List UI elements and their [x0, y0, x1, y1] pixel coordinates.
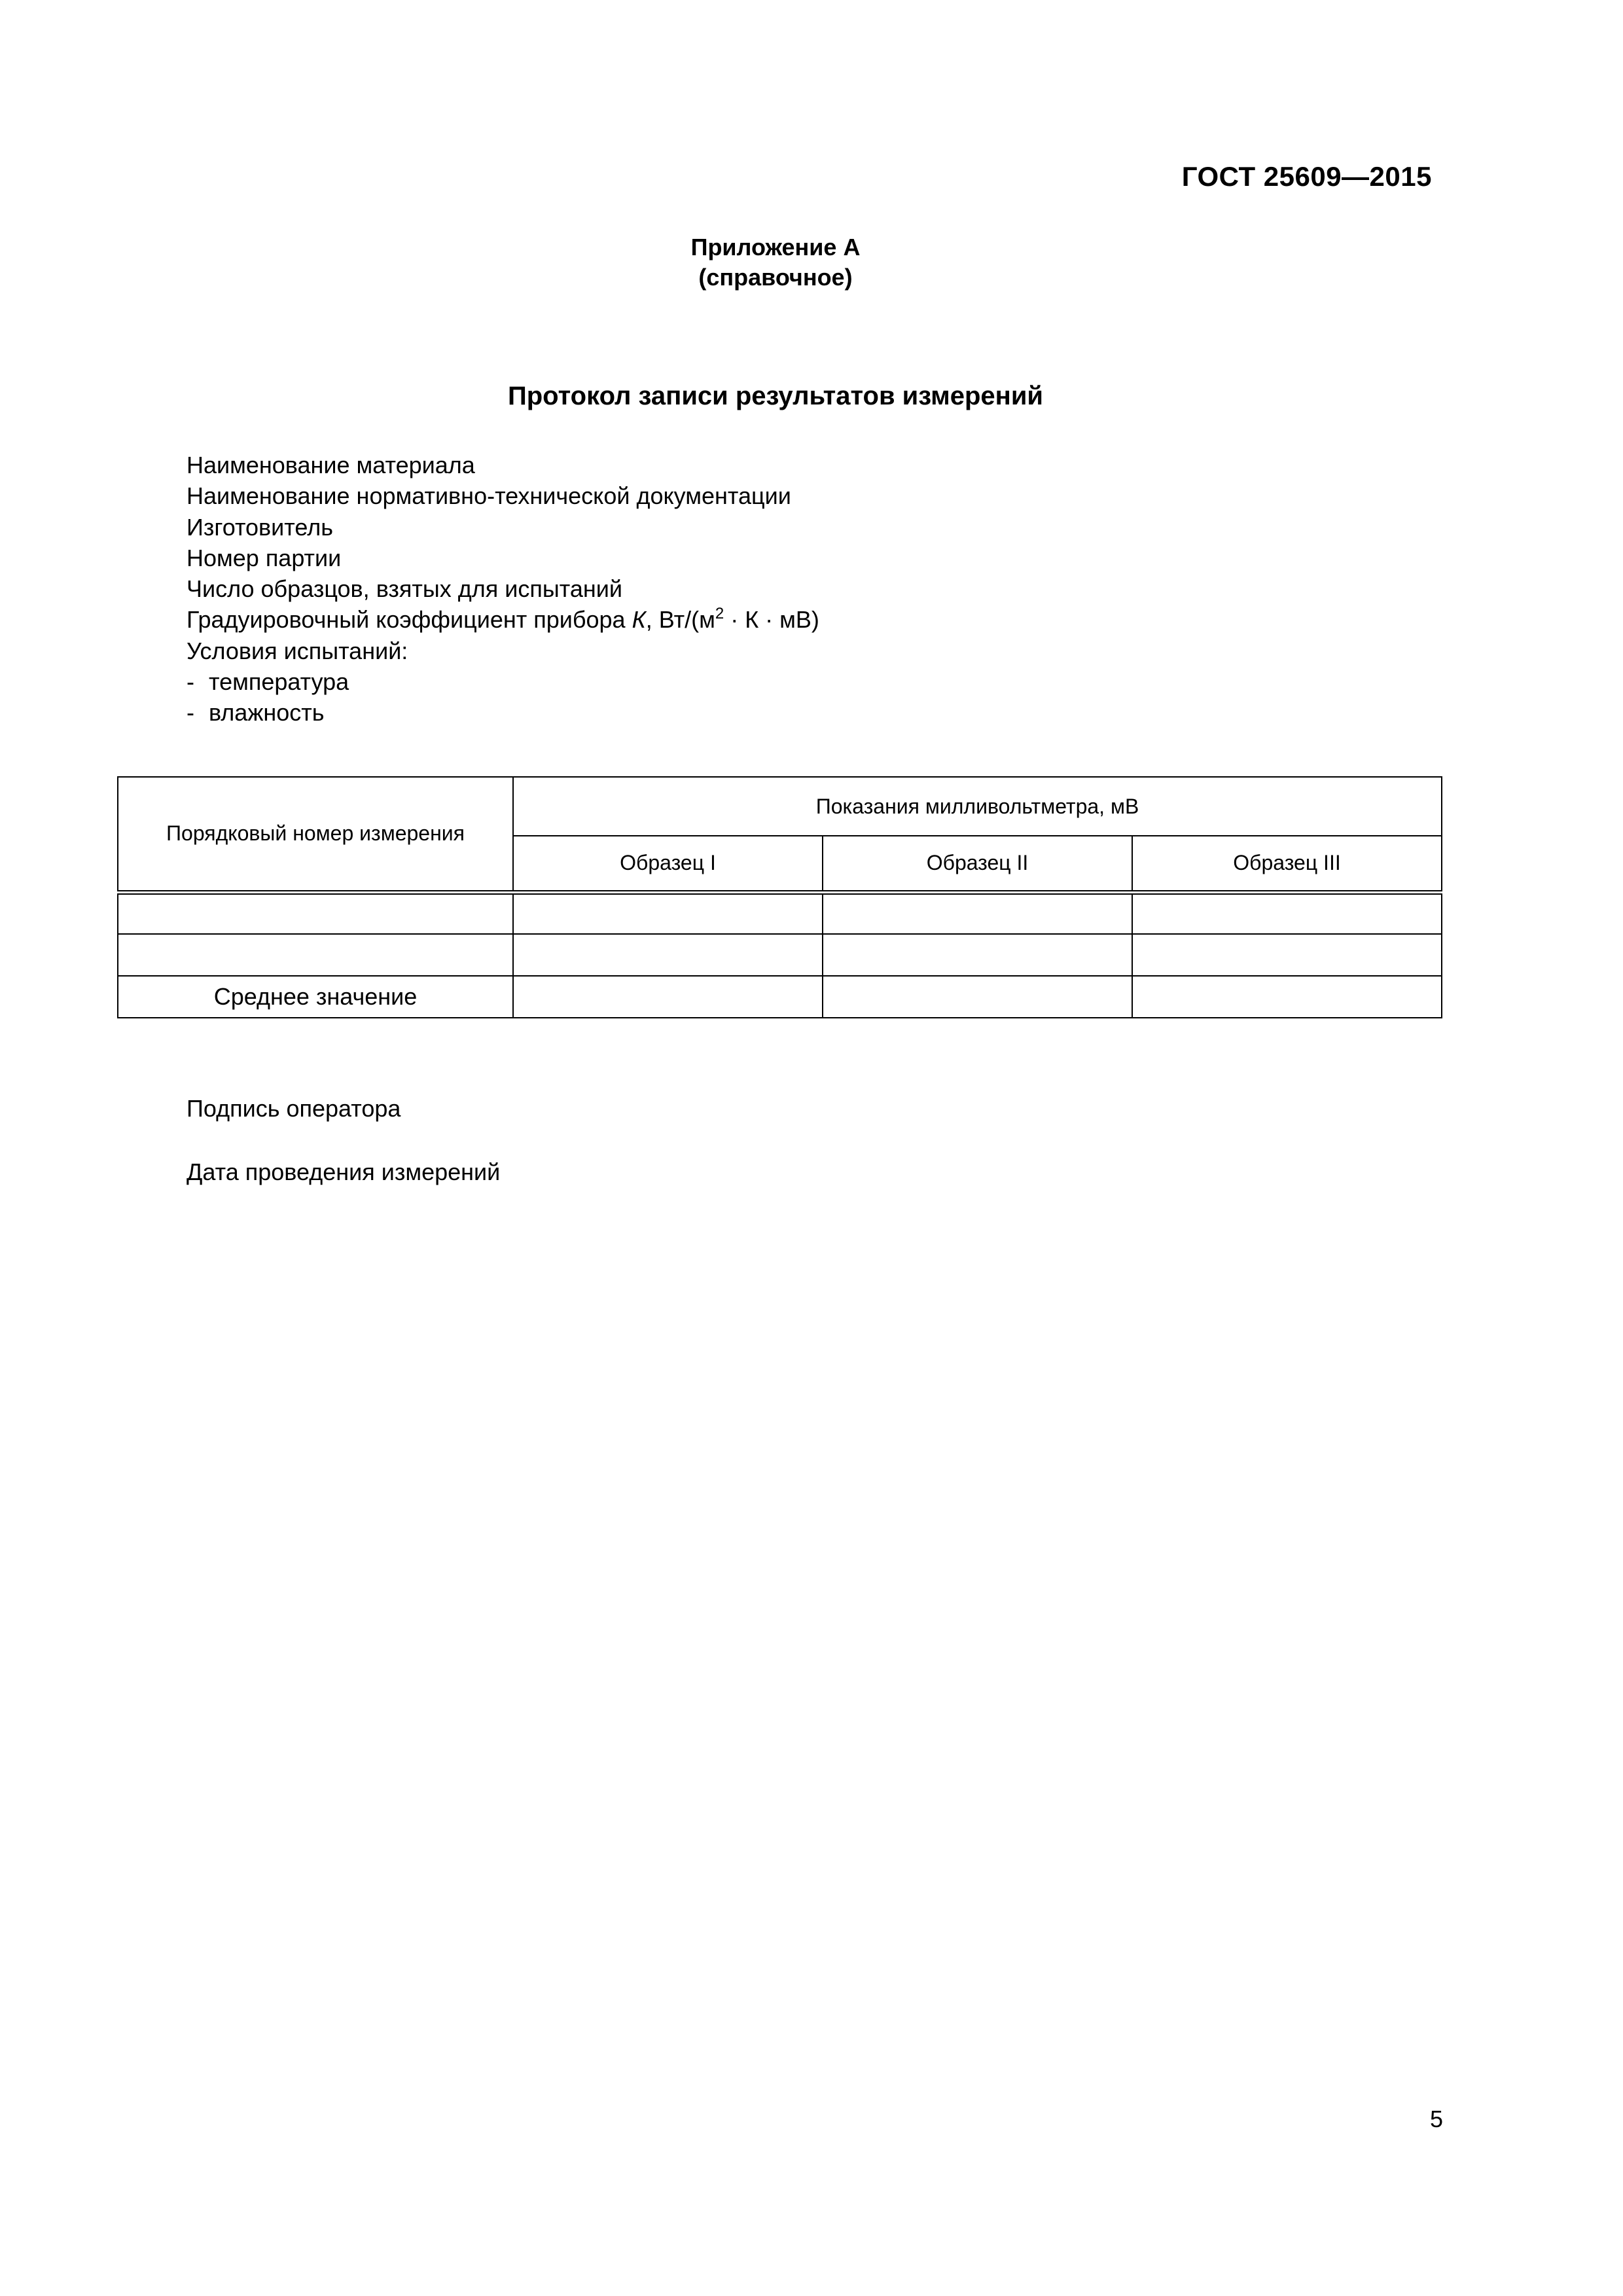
table-cell: [823, 976, 1132, 1018]
table-cell: [513, 892, 823, 934]
field-coefficient: [187, 604, 819, 635]
operator-signature-label: Подпись оператора: [187, 1095, 401, 1122]
temperature-label: температура: [209, 668, 349, 696]
field-humidity: [187, 697, 819, 728]
coefficient-unit-exponent: 2: [715, 605, 724, 623]
table-cell: [1132, 976, 1442, 1018]
field-documentation: Наименование нормативно-технической документации: [187, 482, 791, 510]
field-samples-count: Число образцов, взятых для испытаний: [187, 575, 622, 603]
header-measurement-number: Порядковый номер измерения: [118, 777, 513, 892]
table-cell: [823, 892, 1132, 934]
header-millivoltmeter-readings: Показания милливольтметра, мВ: [513, 777, 1442, 836]
table-cell: [513, 934, 823, 976]
header-sample-3: Образец III: [1132, 836, 1442, 892]
table-cell: [118, 934, 513, 976]
table-row: [118, 892, 1442, 934]
field-temperature: [187, 666, 819, 697]
header-sample-2: Образец II: [823, 836, 1132, 892]
annex-subtitle: (справочное): [698, 264, 853, 291]
protocol-title: Протокол записи результатов измерений: [507, 382, 1043, 410]
humidity-label: влажность: [209, 699, 325, 726]
table-cell: [513, 976, 823, 1018]
document-code: ГОСТ 25609—2015: [1181, 161, 1432, 192]
page-number: 5: [1429, 2106, 1443, 2132]
coefficient-symbol: К: [632, 606, 646, 634]
table-cell: [1132, 934, 1442, 976]
measurement-date-label: Дата проведения измерений: [187, 1158, 501, 1185]
average-label-cell: Среднее значение: [118, 976, 513, 1018]
header-sample-1: Образец I: [513, 836, 823, 892]
results-table: [117, 776, 1442, 1018]
field-manufacturer: Изготовитель: [187, 513, 333, 541]
field-batch: Номер партии: [187, 544, 342, 571]
list-dash: -: [187, 668, 194, 696]
table-row-average: [118, 976, 1442, 1018]
protocol-fields: [187, 450, 819, 728]
annex-title: Приложение А: [690, 234, 861, 260]
list-dash: -: [187, 699, 194, 726]
field-conditions: Условия испытаний:: [187, 637, 408, 664]
table-cell: [118, 892, 513, 934]
table-header-row: [118, 777, 1442, 836]
table-row: [118, 934, 1442, 976]
table-cell: [823, 934, 1132, 976]
field-material: Наименование материала: [187, 452, 475, 478]
coefficient-unit-start: , Вт/(м: [645, 606, 715, 634]
table-cell: [1132, 892, 1442, 934]
coefficient-unit-end: · К · мВ): [724, 606, 819, 634]
coefficient-label: Градуировочный коэффициент прибора: [187, 606, 632, 634]
